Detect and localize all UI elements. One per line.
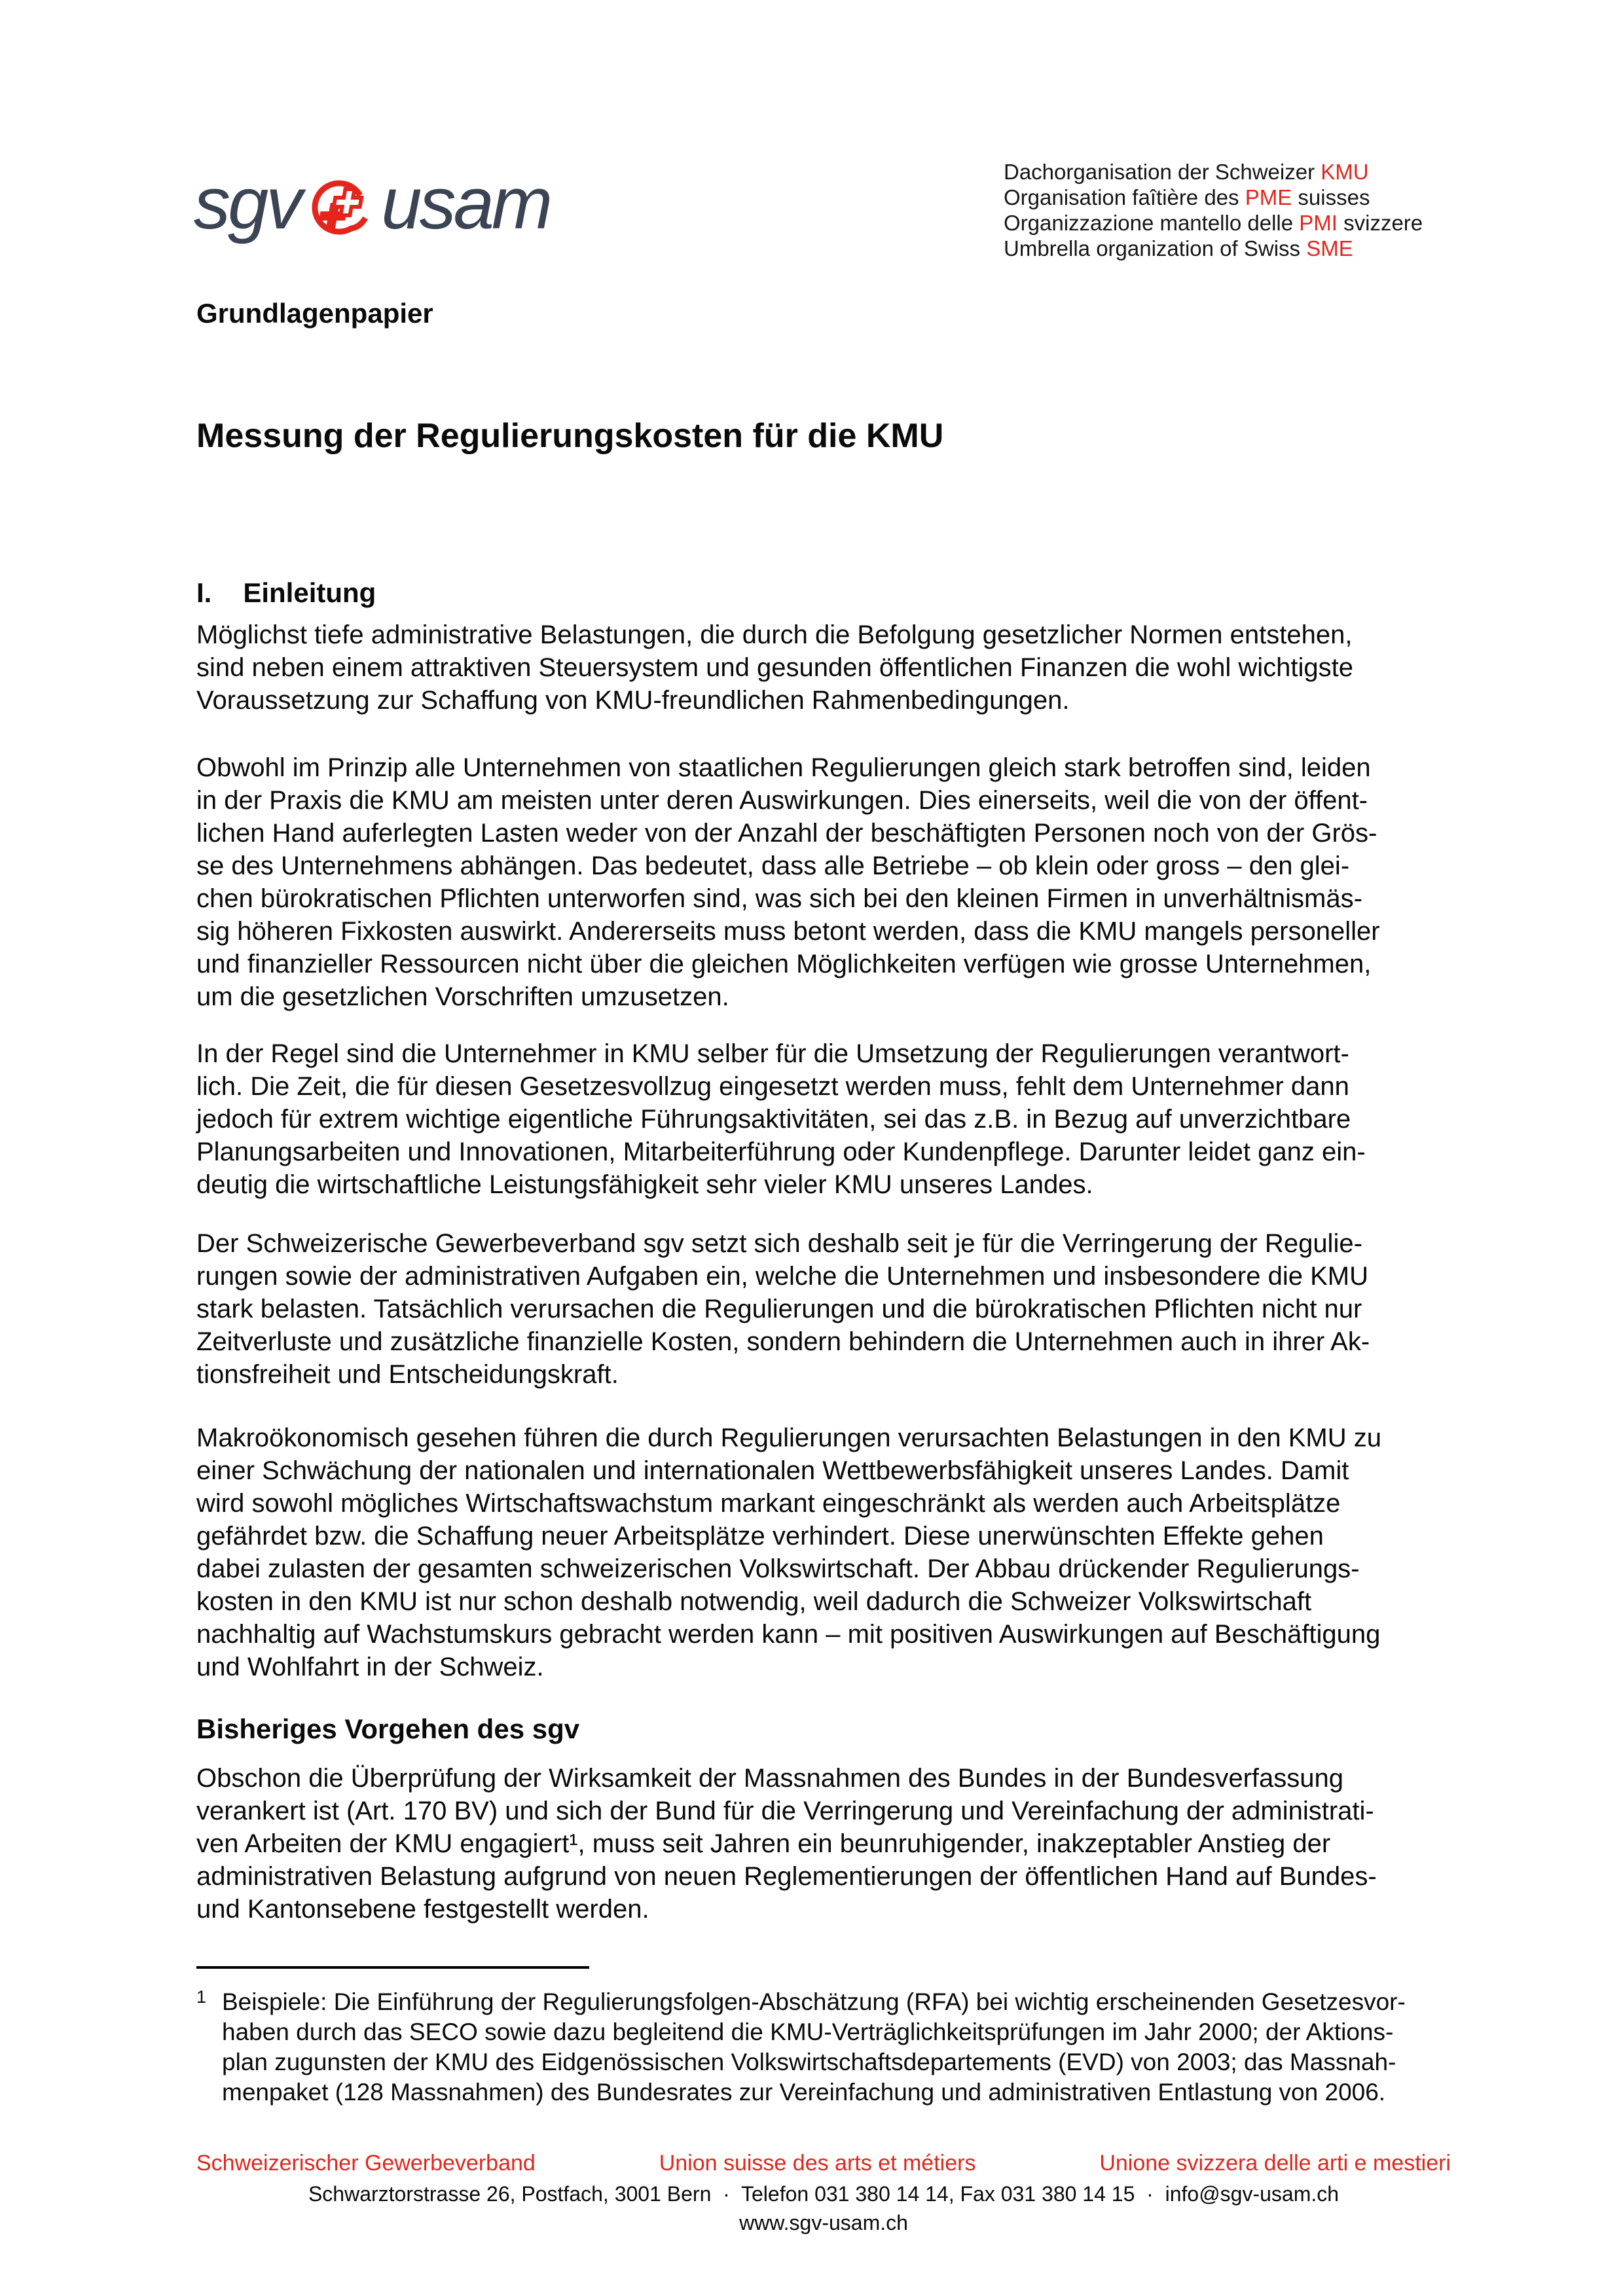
org-tagline-block <box>1004 159 1423 261</box>
section-number: I. <box>196 577 212 608</box>
tagline-highlight: KMU <box>1321 160 1369 184</box>
text-line: kosten in den KMU ist nur schon deshalb notwendig, weil dadurch die Schweizer Volkswirtschaft <box>196 1587 1312 1616</box>
text-line: administrativen Belastung aufgrund von neuen Reglementierungen der öffentlichen Hand auf Bundes- <box>196 1862 1377 1891</box>
text-line: lichen Hand auferlegten Lasten weder von der Anzahl der beschäftigten Personen noch von der Grös- <box>196 819 1377 848</box>
text-line: in der Praxis die KMU am meisten unter deren Auswirkungen. Dies einerseits, weil die von der öffent- <box>196 786 1368 815</box>
text-line: Planungsarbeiten und Innovationen, Mitarbeiterführung oder Kundenpflege. Darunter leidet ganz ein- <box>196 1138 1366 1166</box>
footer-org-it: Unione svizzera delle arti e mestieri <box>1099 2151 1451 2176</box>
text-line: einer Schwächung der nationalen und internationalen Wettbewerbsfähigkeit unseres Landes. Damit <box>196 1456 1349 1485</box>
footer-org-de: Schweizerischer Gewerbeverband <box>196 2151 536 2176</box>
footnote-marker: 1 <box>196 1987 207 2007</box>
document-title: Messung der Regulierungskosten für die KMU <box>196 417 944 455</box>
subheading-bisheriges-vorgehen: Bisheriges Vorgehen des sgv <box>196 1713 580 1744</box>
text-line: plan zugunsten der KMU des Eidgenössischen Volkswirtschaftsdepartements (EVD) von 2003; das Massnah- <box>222 2049 1396 2075</box>
text-line: haben durch das SECO sowie dazu begleitend die KMU-Verträglichkeitsprüfungen im Jahr 2000; der Aktions- <box>222 2018 1394 2045</box>
footer-org-names <box>196 2151 1451 2176</box>
org-tagline-line <box>1004 185 1423 210</box>
text-line: jedoch für extrem wichtige eigentliche Führungsaktivitäten, sei das z.B. in Bezug auf unverzichtbare <box>196 1105 1351 1134</box>
footer-org-fr: Union suisse des arts et métiers <box>659 2151 976 2176</box>
text-line: se des Unternehmens abhängen. Das bedeutet, dass alle Betriebe – ob klein oder gross – den glei- <box>196 852 1350 880</box>
tagline-text: Dachorganisation der Schweizer <box>1004 160 1321 184</box>
text-line: chen bürokratischen Pflichten unterworfen sind, was sich bei den kleinen Firmen in unverhältnismäs- <box>196 884 1362 913</box>
org-tagline-line <box>1004 210 1423 236</box>
footnote <box>196 1987 1467 2108</box>
logo <box>194 162 551 246</box>
tagline-text: Organisation faîtière des <box>1004 185 1245 209</box>
text-line: lich. Die Zeit, die für diesen Gesetzesvollzug eingesetzt werden muss, fehlt dem Unternehmer dann <box>196 1072 1349 1101</box>
tagline-highlight: SME <box>1306 236 1353 260</box>
text-line: tionsfreiheit und Entscheidungskraft. <box>196 1360 619 1389</box>
text-line: sig höheren Fixkosten auswirkt. Andererseits muss betont werden, dass die KMU mangels personeller <box>196 917 1380 946</box>
text-line: dabei zulasten der gesamten schweizerischen Volkswirtschaft. Der Abbau drückender Regulierungs- <box>196 1554 1360 1583</box>
text-line: und finanzieller Ressourcen nicht über die gleichen Möglichkeiten verfügen wie grosse Unternehmen, <box>196 950 1372 978</box>
footer-address: Schwarztorstrasse 26, Postfach, 3001 Bern · Telefon 031 380 14 14, Fax 031 380 14 15 · info@sgv-usam.ch <box>308 2182 1340 2206</box>
text-line: ven Arbeiten der KMU engagiert¹, muss seit Jahren ein beunruhigender, inakzeptabler Anstieg der <box>196 1829 1331 1858</box>
paragraph-obwohl <box>196 751 1480 1013</box>
footnote-text <box>196 1987 1467 2108</box>
text-line: Möglichst tiefe administrative Belastungen, die durch die Befolgung gesetzlicher Normen entstehen, <box>196 620 1353 649</box>
paragraph-obschon <box>196 1762 1480 1926</box>
text-line: rungen sowie der administrativen Aufgaben ein, welche die Unternehmen und insbesondere die KMU <box>196 1262 1368 1291</box>
footer-website: www.sgv-usam.ch <box>739 2211 908 2234</box>
text-line: sind neben einem attraktiven Steuersystem und gesunden öffentlichen Finanzen die wohl wichtigste <box>196 653 1354 682</box>
tagline-text: Organizzazione mantello delle <box>1004 211 1300 235</box>
section-heading <box>196 577 376 609</box>
footnote-separator <box>196 1966 589 1969</box>
text-line: Obwohl im Prinzip alle Unternehmen von staatlichen Regulierungen gleich stark betroffen sind, leiden <box>196 753 1371 782</box>
text-line: wird sowohl mögliches Wirtschaftswachstum markant eingeschränkt als werden auch Arbeitsplätze <box>196 1489 1341 1518</box>
org-tagline-line <box>1004 236 1423 261</box>
text-line: Makroökonomisch gesehen führen die durch Regulierungen verursachten Belastungen in den KMU zu <box>196 1424 1381 1452</box>
text-line: nachhaltig auf Wachstumskurs gebracht werden kann – mit positiven Auswirkungen auf Beschäftigung <box>196 1620 1381 1649</box>
text-line: Der Schweizerische Gewerbeverband sgv setzt sich deshalb seit je für die Verringerung der Regulie- <box>196 1229 1362 1258</box>
text-line: gefährdet bzw. die Schaffung neuer Arbeitsplätze verhindert. Diese unerwünschten Effekte gehen <box>196 1522 1324 1551</box>
document-kicker: Grundlagenpapier <box>196 298 433 329</box>
text-line: Zeitverluste und zusätzliche finanzielle Kosten, sondern behindern die Unternehmen auch in ihrer Ak- <box>196 1327 1370 1356</box>
paragraph-gewerbeverband <box>196 1227 1480 1391</box>
tagline-text: suisses <box>1292 185 1370 209</box>
tagline-text: Umbrella organization of Swiss <box>1004 236 1307 260</box>
logo-text-usam: usam <box>381 162 551 244</box>
text-line: Beispiele: Die Einführung der Regulierungsfolgen-Abschätzung (RFA) bei wichtig erscheinenden Gesetzesvor- <box>222 1988 1406 2015</box>
text-line: um die gesetzlichen Vorschriften umzusetzen. <box>196 982 729 1011</box>
text-line: stark belasten. Tatsächlich verursachen die Regulierungen und die bürokratischen Pflichten nicht nur <box>196 1295 1362 1323</box>
org-tagline-line <box>1004 159 1423 185</box>
text-line: deutig die wirtschaftliche Leistungsfähigkeit sehr vieler KMU unseres Landes. <box>196 1170 1093 1199</box>
text-line: und Kantonsebene festgestellt werden. <box>196 1895 649 1924</box>
tagline-highlight: PMI <box>1299 211 1338 235</box>
swiss-cross-icon <box>309 176 372 239</box>
paragraph-in-der-regel <box>196 1037 1480 1201</box>
text-line: verankert ist (Art. 170 BV) und sich der Bund für die Verringerung und Vereinfachung der administrati- <box>196 1797 1374 1825</box>
text-line: und Wohlfahrt in der Schweiz. <box>196 1653 544 1681</box>
text-line: Obschon die Überprüfung der Wirksamkeit der Massnahmen des Bundes in der Bundesverfassung <box>196 1764 1344 1793</box>
text-line: Voraussetzung zur Schaffung von KMU-freundlichen Rahmenbedingungen. <box>196 686 1070 715</box>
paragraph-makrooekonomisch <box>196 1422 1480 1683</box>
paragraph-intro <box>196 619 1480 717</box>
tagline-highlight: PME <box>1245 185 1292 209</box>
tagline-text: svizzere <box>1337 211 1423 235</box>
section-title: Einleitung <box>243 577 376 608</box>
text-line: In der Regel sind die Unternehmer in KMU selber für die Umsetzung der Regulierungen verantwort- <box>196 1039 1349 1068</box>
logo-text-sgv: sgv <box>194 162 301 244</box>
text-line: menpaket (128 Massnahmen) des Bundesrates zur Vereinfachung und administrativen Entlastung von 2006. <box>222 2079 1386 2106</box>
